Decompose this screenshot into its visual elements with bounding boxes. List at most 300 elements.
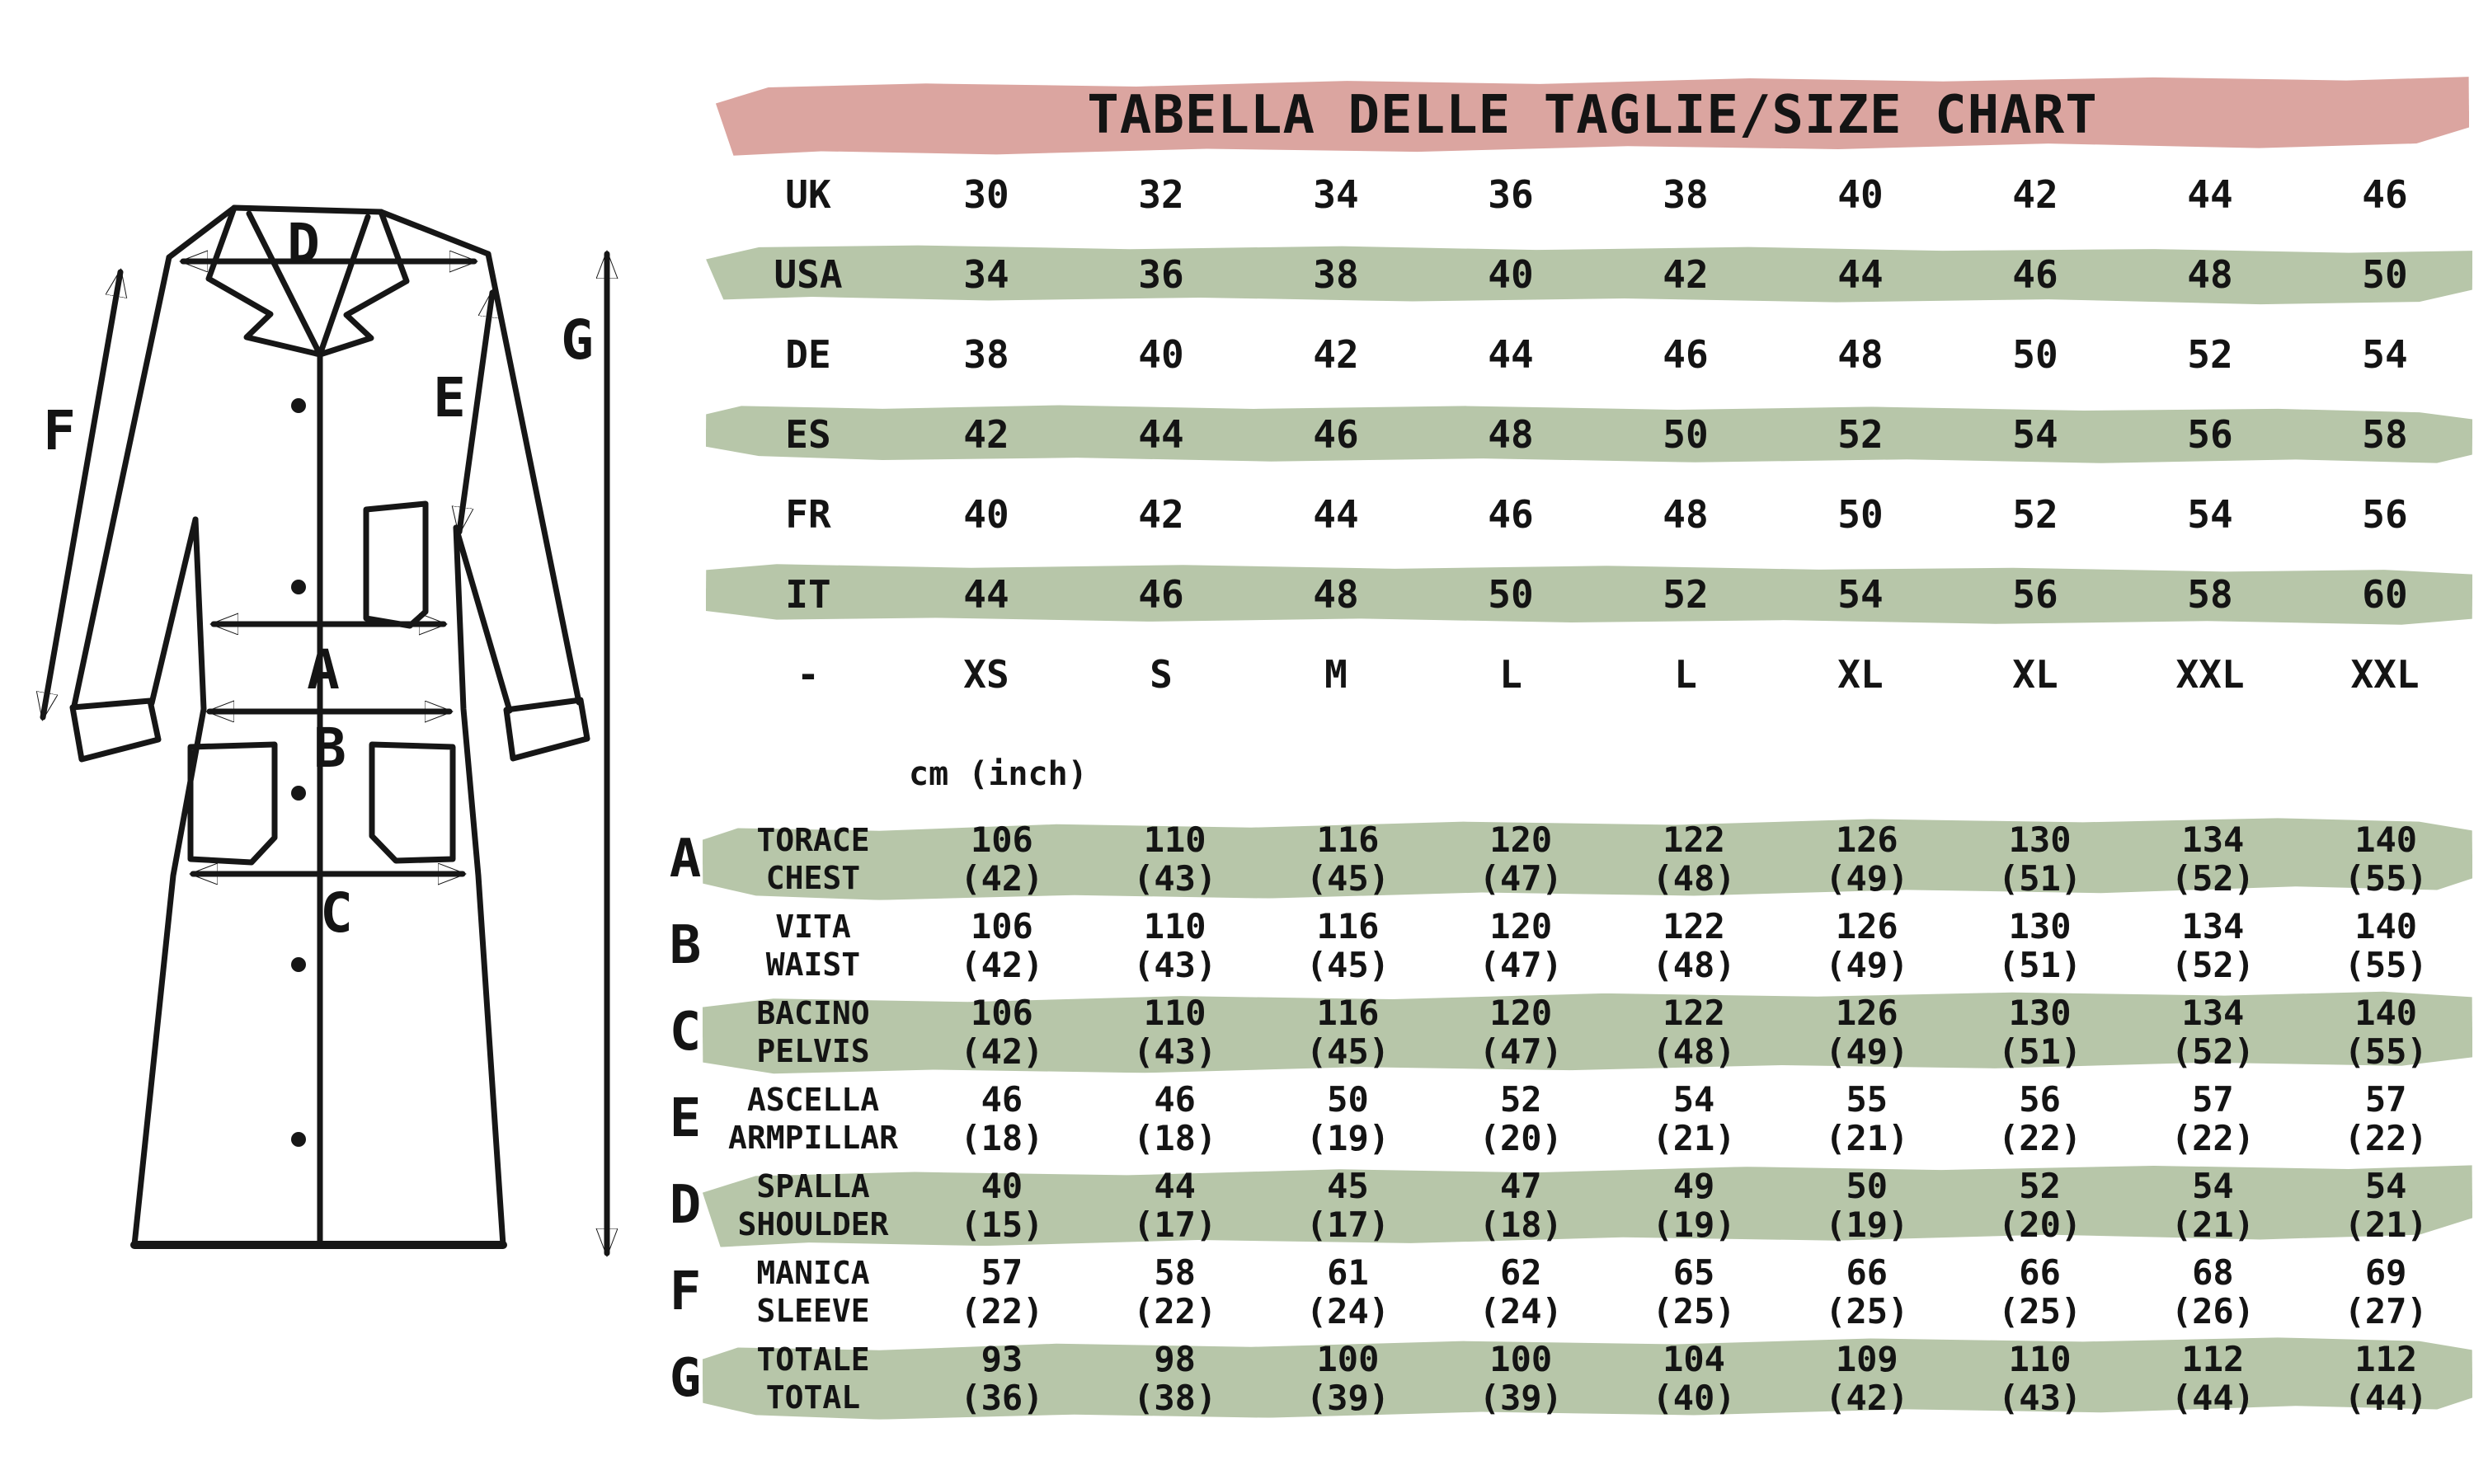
size-value: 50	[2362, 252, 2408, 297]
value-inch: (15)	[960, 1205, 1044, 1245]
value-cm: 45	[1327, 1166, 1369, 1206]
measurement-value	[915, 1080, 1089, 1158]
chart-title-banner	[716, 76, 2469, 155]
value-inch: (42)	[960, 945, 1044, 985]
measurement-letter: A	[669, 829, 702, 890]
value-cm: 106	[970, 819, 1033, 860]
measurement-value	[1780, 993, 1954, 1071]
value-cm: 54	[1672, 1079, 1715, 1120]
value-cm: 134	[2181, 819, 2245, 860]
value-inch: (44)	[2171, 1378, 2255, 1418]
diagram-label-d: D	[287, 212, 320, 275]
value-inch: (24)	[1479, 1291, 1563, 1331]
measurement-value	[1089, 993, 1262, 1071]
measurement-value	[1780, 907, 1954, 984]
size-value: 50	[2012, 332, 2058, 377]
size-region-label: ES	[785, 412, 831, 457]
value-cm: 110	[1143, 906, 1206, 946]
measurement-value	[2126, 820, 2299, 898]
size-region-label: UK	[785, 172, 831, 217]
diagram-label-b: B	[313, 716, 346, 780]
measurement-label	[711, 908, 915, 984]
size-value: 42	[963, 412, 1009, 457]
value-inch: (49)	[1825, 858, 1909, 899]
value-inch: (51)	[1998, 945, 2082, 985]
value-cm: 126	[1835, 819, 1898, 860]
value-inch: (45)	[1305, 1031, 1390, 1072]
size-row-ES	[717, 404, 2472, 465]
measurement-value	[2299, 1253, 2472, 1331]
value-cm: 130	[2008, 819, 2072, 860]
value-cm: 140	[2354, 906, 2418, 946]
size-region-label: -	[797, 652, 820, 697]
value-inch: (47)	[1479, 945, 1563, 985]
size-value: 46	[1313, 412, 1359, 457]
measurement-value	[1434, 907, 1607, 984]
size-value: S	[1150, 652, 1173, 697]
measurement-value	[2126, 1167, 2299, 1244]
value-cm: 126	[1835, 993, 1898, 1033]
measurement-letter: E	[669, 1088, 702, 1149]
value-cm: 62	[1499, 1252, 1542, 1293]
measurement-value	[1780, 1340, 1954, 1417]
measurement-row-B	[660, 904, 2472, 987]
size-value: L	[1499, 652, 1522, 697]
unit-note: cm (inch)	[909, 755, 1088, 793]
measurement-value	[1262, 1167, 1435, 1244]
value-inch: (48)	[1652, 1031, 1736, 1072]
value-cm: 52	[1499, 1079, 1542, 1120]
value-inch: (22)	[2171, 1118, 2255, 1158]
measurement-label-en: SLEEVE	[756, 1293, 870, 1329]
size-value: 52	[2012, 492, 2058, 537]
measurement-label	[711, 1167, 915, 1243]
value-inch: (21)	[2171, 1205, 2255, 1245]
value-cm: 46	[1154, 1079, 1196, 1120]
value-cm: 130	[2008, 906, 2072, 946]
value-inch: (21)	[1825, 1118, 1909, 1158]
measurement-label-en: ARMPILLAR	[728, 1120, 898, 1156]
value-inch: (42)	[960, 1031, 1044, 1072]
measurement-letter: B	[669, 915, 702, 976]
value-cm: 66	[1846, 1252, 1888, 1293]
value-cm: 112	[2354, 1339, 2418, 1379]
measurement-label-it: TOTALE	[756, 1341, 870, 1378]
measurement-value	[1089, 1253, 1262, 1331]
value-cm: 104	[1663, 1339, 1725, 1379]
value-cm: 100	[1489, 1339, 1553, 1379]
value-cm: 57	[2192, 1079, 2234, 1120]
size-value: 46	[1138, 572, 1184, 617]
size-value: L	[1674, 652, 1697, 697]
value-cm: 134	[2181, 993, 2245, 1033]
size-row-IT	[717, 564, 2472, 625]
size-value: 48	[2187, 252, 2233, 297]
size-value: 40	[1488, 252, 1534, 297]
value-cm: 50	[1846, 1166, 1888, 1206]
measurement-value	[1262, 1080, 1435, 1158]
value-inch: (25)	[1998, 1291, 2082, 1331]
value-cm: 106	[970, 906, 1033, 946]
measurement-value	[2126, 907, 2299, 984]
size-value: 40	[963, 492, 1009, 537]
size-value: 60	[2362, 572, 2408, 617]
page-title: TABELLA DELLE TAGLIE/SIZE CHART	[1087, 85, 2098, 146]
size-region-label: FR	[785, 492, 831, 537]
measurement-value	[1780, 1167, 1954, 1244]
size-value: 58	[2187, 572, 2233, 617]
value-inch: (20)	[1479, 1118, 1563, 1158]
measurement-label	[711, 1081, 915, 1157]
measurement-value	[1262, 907, 1435, 984]
size-region-label: USA	[774, 252, 843, 297]
value-cm: 46	[981, 1079, 1023, 1120]
size-value: M	[1324, 652, 1348, 697]
measurement-label	[711, 821, 915, 897]
value-inch: (25)	[1652, 1291, 1736, 1331]
measurement-letter: D	[669, 1175, 702, 1236]
measurement-value	[915, 993, 1089, 1071]
measurement-value	[1262, 993, 1435, 1071]
diagram-label-g: G	[561, 308, 594, 372]
value-cm: 65	[1672, 1252, 1715, 1293]
value-cm: 140	[2354, 993, 2418, 1033]
value-cm: 47	[1499, 1166, 1542, 1206]
measurement-value	[1089, 1167, 1262, 1244]
size-value: 30	[963, 172, 1009, 217]
value-inch: (55)	[2344, 858, 2428, 899]
value-inch: (25)	[1825, 1291, 1909, 1331]
size-value: 40	[1837, 172, 1884, 217]
value-inch: (20)	[1998, 1205, 2082, 1245]
size-value: 50	[1837, 492, 1884, 537]
value-inch: (51)	[1998, 858, 2082, 899]
size-value: 48	[1313, 572, 1359, 617]
size-value: 44	[1837, 252, 1884, 297]
value-cm: 110	[2008, 1339, 2072, 1379]
value-inch: (26)	[2171, 1291, 2255, 1331]
measurement-label	[711, 1341, 915, 1416]
value-cm: 122	[1663, 993, 1725, 1033]
value-inch: (43)	[1998, 1378, 2082, 1418]
value-inch: (19)	[1305, 1118, 1390, 1158]
diagram-label-a: A	[307, 638, 340, 702]
measurement-value	[1780, 1253, 1954, 1331]
value-inch: (22)	[960, 1291, 1044, 1331]
measurement-label-en: TOTAL	[765, 1379, 861, 1416]
value-inch: (18)	[960, 1118, 1044, 1158]
measurement-value	[1954, 993, 2127, 1071]
size-value: 34	[1313, 172, 1359, 217]
measurement-value	[1607, 1167, 1780, 1244]
value-inch: (21)	[2344, 1205, 2428, 1245]
measurement-value	[1434, 993, 1607, 1071]
value-inch: (17)	[1133, 1205, 1217, 1245]
size-value: 58	[2362, 412, 2408, 457]
value-inch: (22)	[2344, 1118, 2428, 1158]
diagram-label-f: F	[43, 399, 76, 463]
measurement-label-it: BACINO	[756, 995, 870, 1031]
measurement-value	[2299, 1167, 2472, 1244]
measurement-row-E	[660, 1078, 2472, 1160]
value-inch: (43)	[1133, 945, 1217, 985]
value-cm: 56	[2019, 1079, 2061, 1120]
size-value: 52	[1663, 572, 1709, 617]
size-value: XXL	[2175, 652, 2245, 697]
value-inch: (18)	[1133, 1118, 1217, 1158]
garment-diagram	[0, 0, 684, 1484]
value-cm: 66	[2019, 1252, 2061, 1293]
size-value: 54	[2012, 412, 2058, 457]
size-row-FR	[717, 484, 2472, 545]
value-inch: (45)	[1305, 945, 1390, 985]
measurement-value	[1607, 993, 1780, 1071]
value-inch: (39)	[1479, 1378, 1563, 1418]
value-inch: (43)	[1133, 1031, 1217, 1072]
size-value: 52	[2187, 332, 2233, 377]
value-inch: (52)	[2171, 945, 2255, 985]
measurement-label-en: WAIST	[765, 946, 861, 983]
value-inch: (38)	[1133, 1378, 1217, 1418]
measurement-value	[2299, 1080, 2472, 1158]
size-region-label: DE	[785, 332, 831, 377]
measurement-value	[1954, 1167, 2127, 1244]
size-value: 44	[963, 572, 1009, 617]
value-inch: (49)	[1825, 945, 1909, 985]
size-value: 44	[1313, 492, 1359, 537]
measurement-value	[1607, 820, 1780, 898]
value-inch: (17)	[1305, 1205, 1390, 1245]
value-cm: 93	[981, 1339, 1023, 1379]
measurement-value	[915, 820, 1089, 898]
value-inch: (52)	[2171, 858, 2255, 899]
measurement-letter: F	[669, 1261, 702, 1322]
size-value: 42	[1138, 492, 1184, 537]
value-cm: 58	[1154, 1252, 1196, 1293]
measurement-value	[1780, 1080, 1954, 1158]
measurement-value	[1607, 1340, 1780, 1417]
size-row-DE	[717, 324, 2472, 385]
value-cm: 130	[2008, 993, 2072, 1033]
value-cm: 57	[2364, 1079, 2407, 1120]
value-inch: (42)	[960, 858, 1044, 899]
value-cm: 40	[981, 1166, 1023, 1206]
measurement-value	[1089, 820, 1262, 898]
size-value: 42	[1663, 252, 1709, 297]
value-inch: (43)	[1133, 858, 1217, 899]
size-value: 54	[1837, 572, 1884, 617]
value-inch: (39)	[1305, 1378, 1390, 1418]
value-inch: (49)	[1825, 1031, 1909, 1072]
measurement-value	[2126, 1080, 2299, 1158]
measurement-value	[1607, 907, 1780, 984]
value-inch: (19)	[1652, 1205, 1736, 1245]
measurement-value	[1089, 907, 1262, 984]
size-region-label: IT	[785, 572, 831, 617]
size-value: 34	[963, 252, 1009, 297]
value-cm: 69	[2364, 1252, 2407, 1293]
size-row-USA	[717, 244, 2472, 305]
diagram-label-e: E	[433, 366, 466, 430]
measurement-label-it: MANICA	[756, 1255, 870, 1291]
measurement-value	[915, 907, 1089, 984]
measurement-value	[915, 1167, 1089, 1244]
measurement-label-it: TORACE	[756, 822, 870, 858]
measurement-label-it: VITA	[775, 909, 851, 945]
size-value: 38	[1663, 172, 1709, 217]
value-inch: (52)	[2171, 1031, 2255, 1072]
value-cm: 116	[1316, 906, 1380, 946]
size-row-intl	[717, 644, 2472, 705]
measurement-value	[1434, 1340, 1607, 1417]
measurement-label-en: SHOULDER	[737, 1206, 889, 1242]
measurement-value	[1607, 1253, 1780, 1331]
value-cm: 126	[1835, 906, 1898, 946]
size-value: 32	[1138, 172, 1184, 217]
size-value: 36	[1488, 172, 1534, 217]
value-cm: 120	[1489, 906, 1553, 946]
size-value: 40	[1138, 332, 1184, 377]
value-inch: (24)	[1305, 1291, 1390, 1331]
value-inch: (51)	[1998, 1031, 2082, 1072]
size-value: 36	[1138, 252, 1184, 297]
size-value: 46	[2362, 172, 2408, 217]
value-inch: (22)	[1998, 1118, 2082, 1158]
value-cm: 116	[1316, 819, 1380, 860]
size-value: XL	[2012, 652, 2058, 697]
value-inch: (48)	[1652, 945, 1736, 985]
value-cm: 109	[1835, 1339, 1898, 1379]
size-value: 38	[963, 332, 1009, 377]
value-cm: 110	[1143, 819, 1206, 860]
value-inch: (22)	[1133, 1291, 1217, 1331]
value-inch: (18)	[1479, 1205, 1563, 1245]
measurement-value	[2299, 820, 2472, 898]
value-inch: (47)	[1479, 858, 1563, 899]
value-cm: 50	[1327, 1079, 1369, 1120]
measurement-value	[2299, 993, 2472, 1071]
measurement-value	[1434, 1167, 1607, 1244]
value-cm: 98	[1154, 1339, 1196, 1379]
value-cm: 52	[2019, 1166, 2061, 1206]
measurement-letter: C	[669, 1002, 702, 1063]
measurement-label-en: CHEST	[765, 860, 861, 896]
value-cm: 61	[1327, 1252, 1369, 1293]
measurement-value	[1780, 820, 1954, 898]
measurement-label	[711, 994, 915, 1070]
size-value: 44	[1488, 332, 1534, 377]
size-value: 38	[1313, 252, 1359, 297]
value-cm: 100	[1316, 1339, 1380, 1379]
value-inch: (19)	[1825, 1205, 1909, 1245]
measurement-label-it: ASCELLA	[746, 1082, 880, 1118]
value-inch: (45)	[1305, 858, 1390, 899]
size-value: 44	[2187, 172, 2233, 217]
measurement-value	[1262, 820, 1435, 898]
measurement-label	[711, 1254, 915, 1330]
measurement-row-F	[660, 1251, 2472, 1333]
size-value: 42	[2012, 172, 2058, 217]
measurement-value	[2299, 1340, 2472, 1417]
diagram-label-c: C	[320, 881, 353, 945]
value-cm: 122	[1663, 906, 1725, 946]
value-cm: 112	[2181, 1339, 2245, 1379]
measurement-value	[1434, 1253, 1607, 1331]
measurement-label-it: SPALLA	[756, 1168, 870, 1205]
measurement-row-A	[660, 818, 2472, 900]
value-inch: (44)	[2344, 1378, 2428, 1418]
measurement-value	[1607, 1080, 1780, 1158]
measurement-value	[1954, 820, 2127, 898]
size-value: 42	[1313, 332, 1359, 377]
buttons	[291, 398, 306, 1147]
size-value: 50	[1488, 572, 1534, 617]
measurement-value	[2299, 907, 2472, 984]
measurement-value	[2126, 1253, 2299, 1331]
value-cm: 55	[1846, 1079, 1888, 1120]
value-inch: (42)	[1825, 1378, 1909, 1418]
measurement-row-C	[660, 991, 2472, 1073]
measurement-value	[1954, 1080, 2127, 1158]
value-cm: 110	[1143, 993, 1206, 1033]
measurement-label-en: PELVIS	[756, 1033, 870, 1069]
size-value: 52	[1837, 412, 1884, 457]
measurement-value	[2126, 1340, 2299, 1417]
measurement-value	[2126, 993, 2299, 1071]
size-value: 46	[1663, 332, 1709, 377]
size-value: 46	[2012, 252, 2058, 297]
value-cm: 120	[1489, 819, 1553, 860]
value-inch: (40)	[1652, 1378, 1736, 1418]
measurement-value	[1262, 1340, 1435, 1417]
size-value: XS	[963, 652, 1009, 697]
size-value: 44	[1138, 412, 1184, 457]
size-value: XL	[1837, 652, 1884, 697]
value-cm: 122	[1663, 819, 1725, 860]
value-cm: 116	[1316, 993, 1380, 1033]
measurement-value	[1089, 1080, 1262, 1158]
size-value: 56	[2362, 492, 2408, 537]
measurement-letter: G	[669, 1348, 702, 1409]
measurement-value	[1262, 1253, 1435, 1331]
value-cm: 49	[1672, 1166, 1715, 1206]
measurement-value	[915, 1340, 1089, 1417]
value-inch: (48)	[1652, 858, 1736, 899]
value-cm: 68	[2192, 1252, 2234, 1293]
value-cm: 140	[2354, 819, 2418, 860]
measurement-value	[1089, 1340, 1262, 1417]
measurement-value	[915, 1253, 1089, 1331]
value-inch: (47)	[1479, 1031, 1563, 1072]
measurement-value	[1434, 1080, 1607, 1158]
size-row-UK	[717, 164, 2472, 225]
size-value: 54	[2187, 492, 2233, 537]
measurement-row-G	[660, 1337, 2472, 1420]
value-inch: (36)	[960, 1378, 1044, 1418]
value-cm: 57	[981, 1252, 1023, 1293]
value-cm: 106	[970, 993, 1033, 1033]
measurement-value	[1954, 1253, 2127, 1331]
size-value: 48	[1663, 492, 1709, 537]
size-value: 56	[2187, 412, 2233, 457]
size-value: 48	[1837, 332, 1884, 377]
size-value: 54	[2362, 332, 2408, 377]
measurement-value	[1954, 1340, 2127, 1417]
size-value: 50	[1663, 412, 1709, 457]
value-inch: (27)	[2344, 1291, 2428, 1331]
value-cm: 44	[1154, 1166, 1196, 1206]
value-cm: 54	[2364, 1166, 2407, 1206]
